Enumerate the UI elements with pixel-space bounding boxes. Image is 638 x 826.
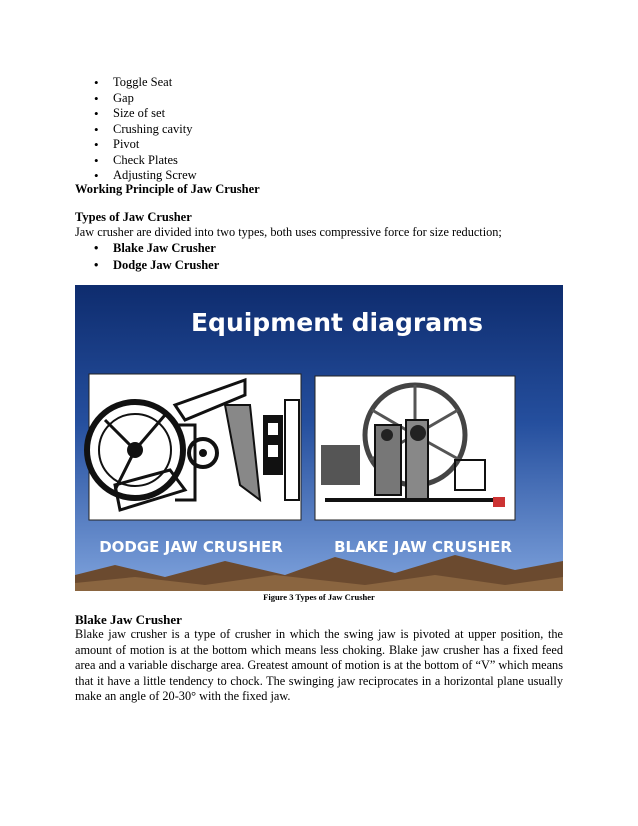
list-item: • Adjusting Screw bbox=[94, 168, 197, 184]
equipment-diagram-figure bbox=[75, 285, 563, 591]
dodge-label: DODGE JAW CRUSHER bbox=[99, 538, 283, 556]
components-list bbox=[94, 75, 197, 184]
list-item: • Check Plates bbox=[94, 153, 197, 169]
types-intro: Jaw crusher are divided into two types, both uses compressive force for size reduction; bbox=[75, 225, 502, 239]
list-item: • Crushing cavity bbox=[94, 122, 197, 138]
types-heading: Types of Jaw Crusher bbox=[75, 210, 192, 224]
list-item: • Size of set bbox=[94, 106, 197, 122]
list-item: • Gap bbox=[94, 91, 197, 107]
blake-heading: Blake Jaw Crusher bbox=[75, 612, 182, 627]
blake-label: BLAKE JAW CRUSHER bbox=[334, 538, 512, 556]
blake-diagram bbox=[315, 376, 515, 520]
list-item: • Pivot bbox=[94, 137, 197, 153]
list-item: • Toggle Seat bbox=[94, 75, 197, 91]
types-list bbox=[94, 240, 219, 274]
blake-paragraph: Blake jaw crusher is a type of crusher in which the swing jaw is pivoted at upper position, the amount of motion is at the bottom which means less choking. Blake jaw crusher has a fixed feed area and a variable discharge area. Greatest amount of motion is at the bottom of “V” which means that it have a little tendency to chock. The swinging jaw reciprocates in a horizontal plane usually make an angle of 20-30° with the fixed jaw. bbox=[75, 627, 563, 704]
figure-title: Equipment diagrams bbox=[190, 308, 484, 337]
list-item: • Dodge Jaw Crusher bbox=[94, 257, 219, 274]
figure-caption: Figure 3 Types of Jaw Crusher bbox=[263, 592, 375, 602]
list-item: • Blake Jaw Crusher bbox=[94, 240, 219, 257]
working-principle-heading: Working Principle of Jaw Crusher bbox=[75, 182, 260, 196]
dodge-diagram bbox=[87, 374, 301, 520]
